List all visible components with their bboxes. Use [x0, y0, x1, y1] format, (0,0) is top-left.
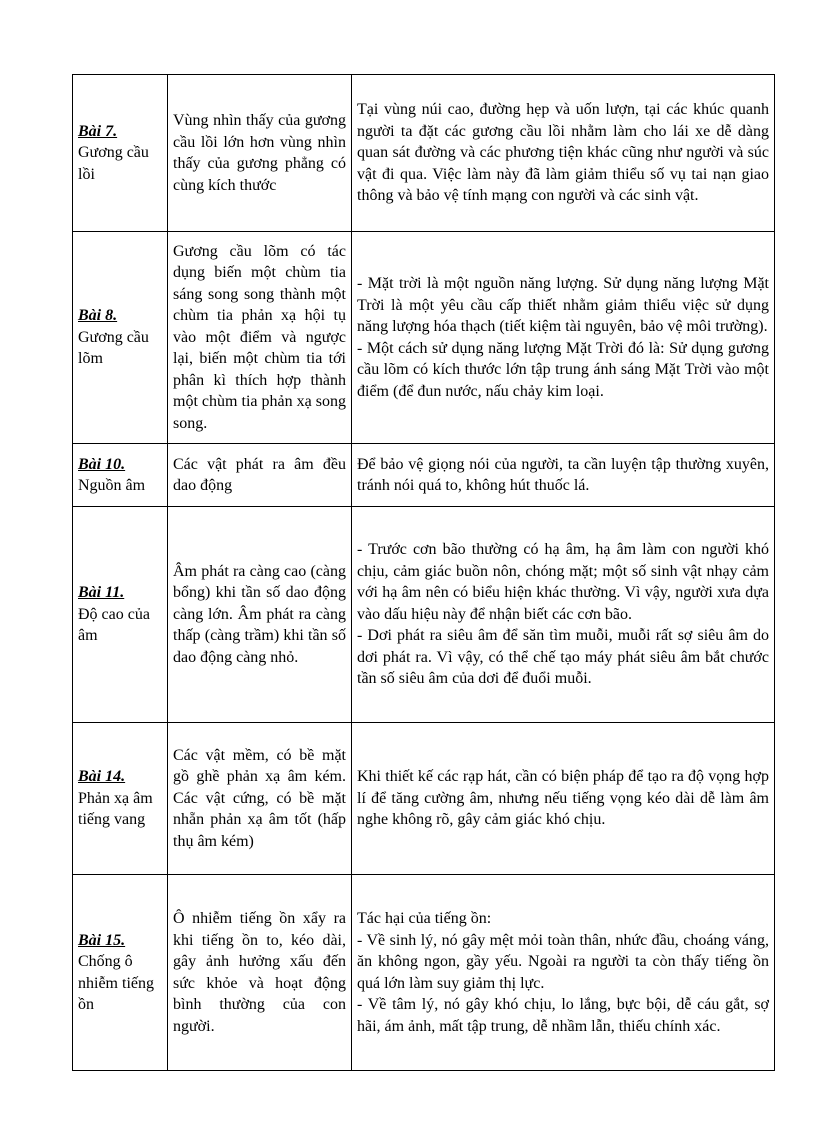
table-row	[73, 444, 775, 507]
lesson-application	[352, 75, 775, 232]
lessons-table	[72, 74, 775, 1071]
application-paragraph: Khi thiết kế các rạp hát, cần có biện pháp để tạo ra độ vọng hợp lí để tăng cường âm, nhưng nếu tiếng vọng kéo dài dễ làm âm nghe không rõ, gây cảm giác khó chịu.	[357, 768, 769, 829]
lessons-table-body	[73, 75, 775, 1071]
application-paragraph: Tác hại của tiếng ồn:	[357, 910, 492, 927]
application-paragraph: Để bảo vệ giọng nói của người, ta cần luyện tập thường xuyên, tránh nói quá to, không hút thuốc lá.	[357, 455, 769, 494]
lesson-name: Nguồn âm	[78, 477, 146, 494]
lesson-summary: Gương cầu lõm có tác dụng biến một chùm tia sáng song song thành một chùm tia phản xạ hội tụ vào một điểm và ngược lại, biến một chùm tia tới phân kì thích hợp thành một chùm tia phản xạ song song.	[168, 232, 352, 444]
table-row	[73, 507, 775, 723]
lesson-summary: Các vật mềm, có bề mặt gồ ghề phản xạ âm kém. Các vật cứng, có bề mặt nhẵn phản xạ âm tốt (hấp thụ âm kém)	[168, 723, 352, 875]
lesson-title: Bài 8.	[78, 307, 118, 325]
table-row	[73, 232, 775, 444]
lesson-title: Bài 10.	[78, 455, 126, 473]
lesson-cell	[73, 875, 168, 1071]
table-row	[73, 75, 775, 232]
lesson-cell	[73, 444, 168, 507]
application-paragraph: - Trước cơn bão thường có hạ âm, hạ âm làm con người khó chịu, cảm giác buồn nôn, chóng mặt; một số sinh vật nhạy cảm với hạ âm nên có biểu hiện khác thường. Vì vậy, người xưa dựa vào dấu hiệu này để nhận biết các cơn bão.	[357, 541, 769, 623]
lesson-summary: Ô nhiễm tiếng ồn xẩy ra khi tiếng ồn to, kéo dài, gây ảnh hưởng xấu đến sức khỏe và hoạt động bình thường của con người.	[168, 875, 352, 1071]
lesson-name: Chống ô nhiễm tiếng ồn	[78, 953, 154, 1013]
application-paragraph: - Dơi phát ra siêu âm để săn tìm muỗi, muỗi rất sợ siêu âm do dơi phát ra. Vì vậy, có thể chế tạo máy phát siêu âm bắt chước tần số siêu âm của dơi để đuổi muỗi.	[357, 627, 769, 688]
lesson-name: Độ cao của âm	[78, 605, 150, 645]
lesson-title: Bài 14.	[78, 768, 126, 786]
table-row	[73, 875, 775, 1071]
lesson-summary: Các vật phát ra âm đều dao động	[168, 444, 352, 507]
lesson-application	[352, 723, 775, 875]
lesson-cell	[73, 507, 168, 723]
table-row	[73, 723, 775, 875]
application-paragraph: - Mặt trời là một nguồn năng lượng. Sử dụng năng lượng Mặt Trời là một yêu cầu cấp thiết nhằm giảm thiểu việc sử dụng năng lượng hóa thạch (tiết kiệm tài nguyên, bảo vệ môi trường).	[357, 275, 769, 335]
lesson-title: Bài 7.	[78, 122, 118, 140]
lesson-application	[352, 875, 775, 1071]
lesson-name: Gương cầu lồi	[78, 144, 149, 183]
lesson-cell	[73, 723, 168, 875]
lesson-cell	[73, 75, 168, 232]
lesson-application	[352, 232, 775, 444]
application-paragraph: - Về sinh lý, nó gây mệt mỏi toàn thân, nhức đầu, choáng váng, ăn không ngon, gầy yếu. Ngoài ra người ta còn thấy tiếng ồn quá lớn làm suy giảm thị lực.	[357, 931, 769, 992]
lesson-name: Phản xạ âm tiếng vang	[78, 789, 153, 829]
lesson-title: Bài 11.	[78, 584, 125, 602]
lesson-application	[352, 444, 775, 507]
lesson-summary: Âm phát ra càng cao (càng bổng) khi tần số dao động càng lớn. Âm phát ra càng thấp (càng trầm) khi tần số dao động càng nhỏ.	[168, 507, 352, 723]
lesson-title: Bài 15.	[78, 931, 126, 949]
lesson-summary: Vùng nhìn thấy của gương cầu lồi lớn hơn vùng nhìn thấy của gương phẳng có cùng kích thước	[168, 75, 352, 232]
lesson-name: Gương cầu lõm	[78, 328, 149, 368]
application-paragraph: Tại vùng núi cao, đường hẹp và uốn lượn, tại các khúc quanh người ta đặt các gương cầu lồi nhằm làm cho lái xe dễ dàng quan sát đường và các phương tiện khác cũng như người và súc vật đi qua. Việc làm này đã làm giảm thiểu số vụ tai nạn giao thông và bảo vệ tính mạng con người và các sinh vật.	[357, 101, 769, 205]
application-paragraph: - Về tâm lý, nó gây khó chịu, lo lắng, bực bội, dễ cáu gắt, sợ hãi, ám ảnh, mất tập trung, dễ nhầm lẫn, thiếu chính xác.	[357, 996, 769, 1035]
lesson-cell	[73, 232, 168, 444]
lesson-application	[352, 507, 775, 723]
application-paragraph: - Một cách sử dụng năng lượng Mặt Trời đó là: Sử dụng gương cầu lõm có kích thước lớn tập trung ánh sáng Mặt Trời vào một điểm (để đun nước, nấu chảy kim loại.	[357, 339, 769, 400]
